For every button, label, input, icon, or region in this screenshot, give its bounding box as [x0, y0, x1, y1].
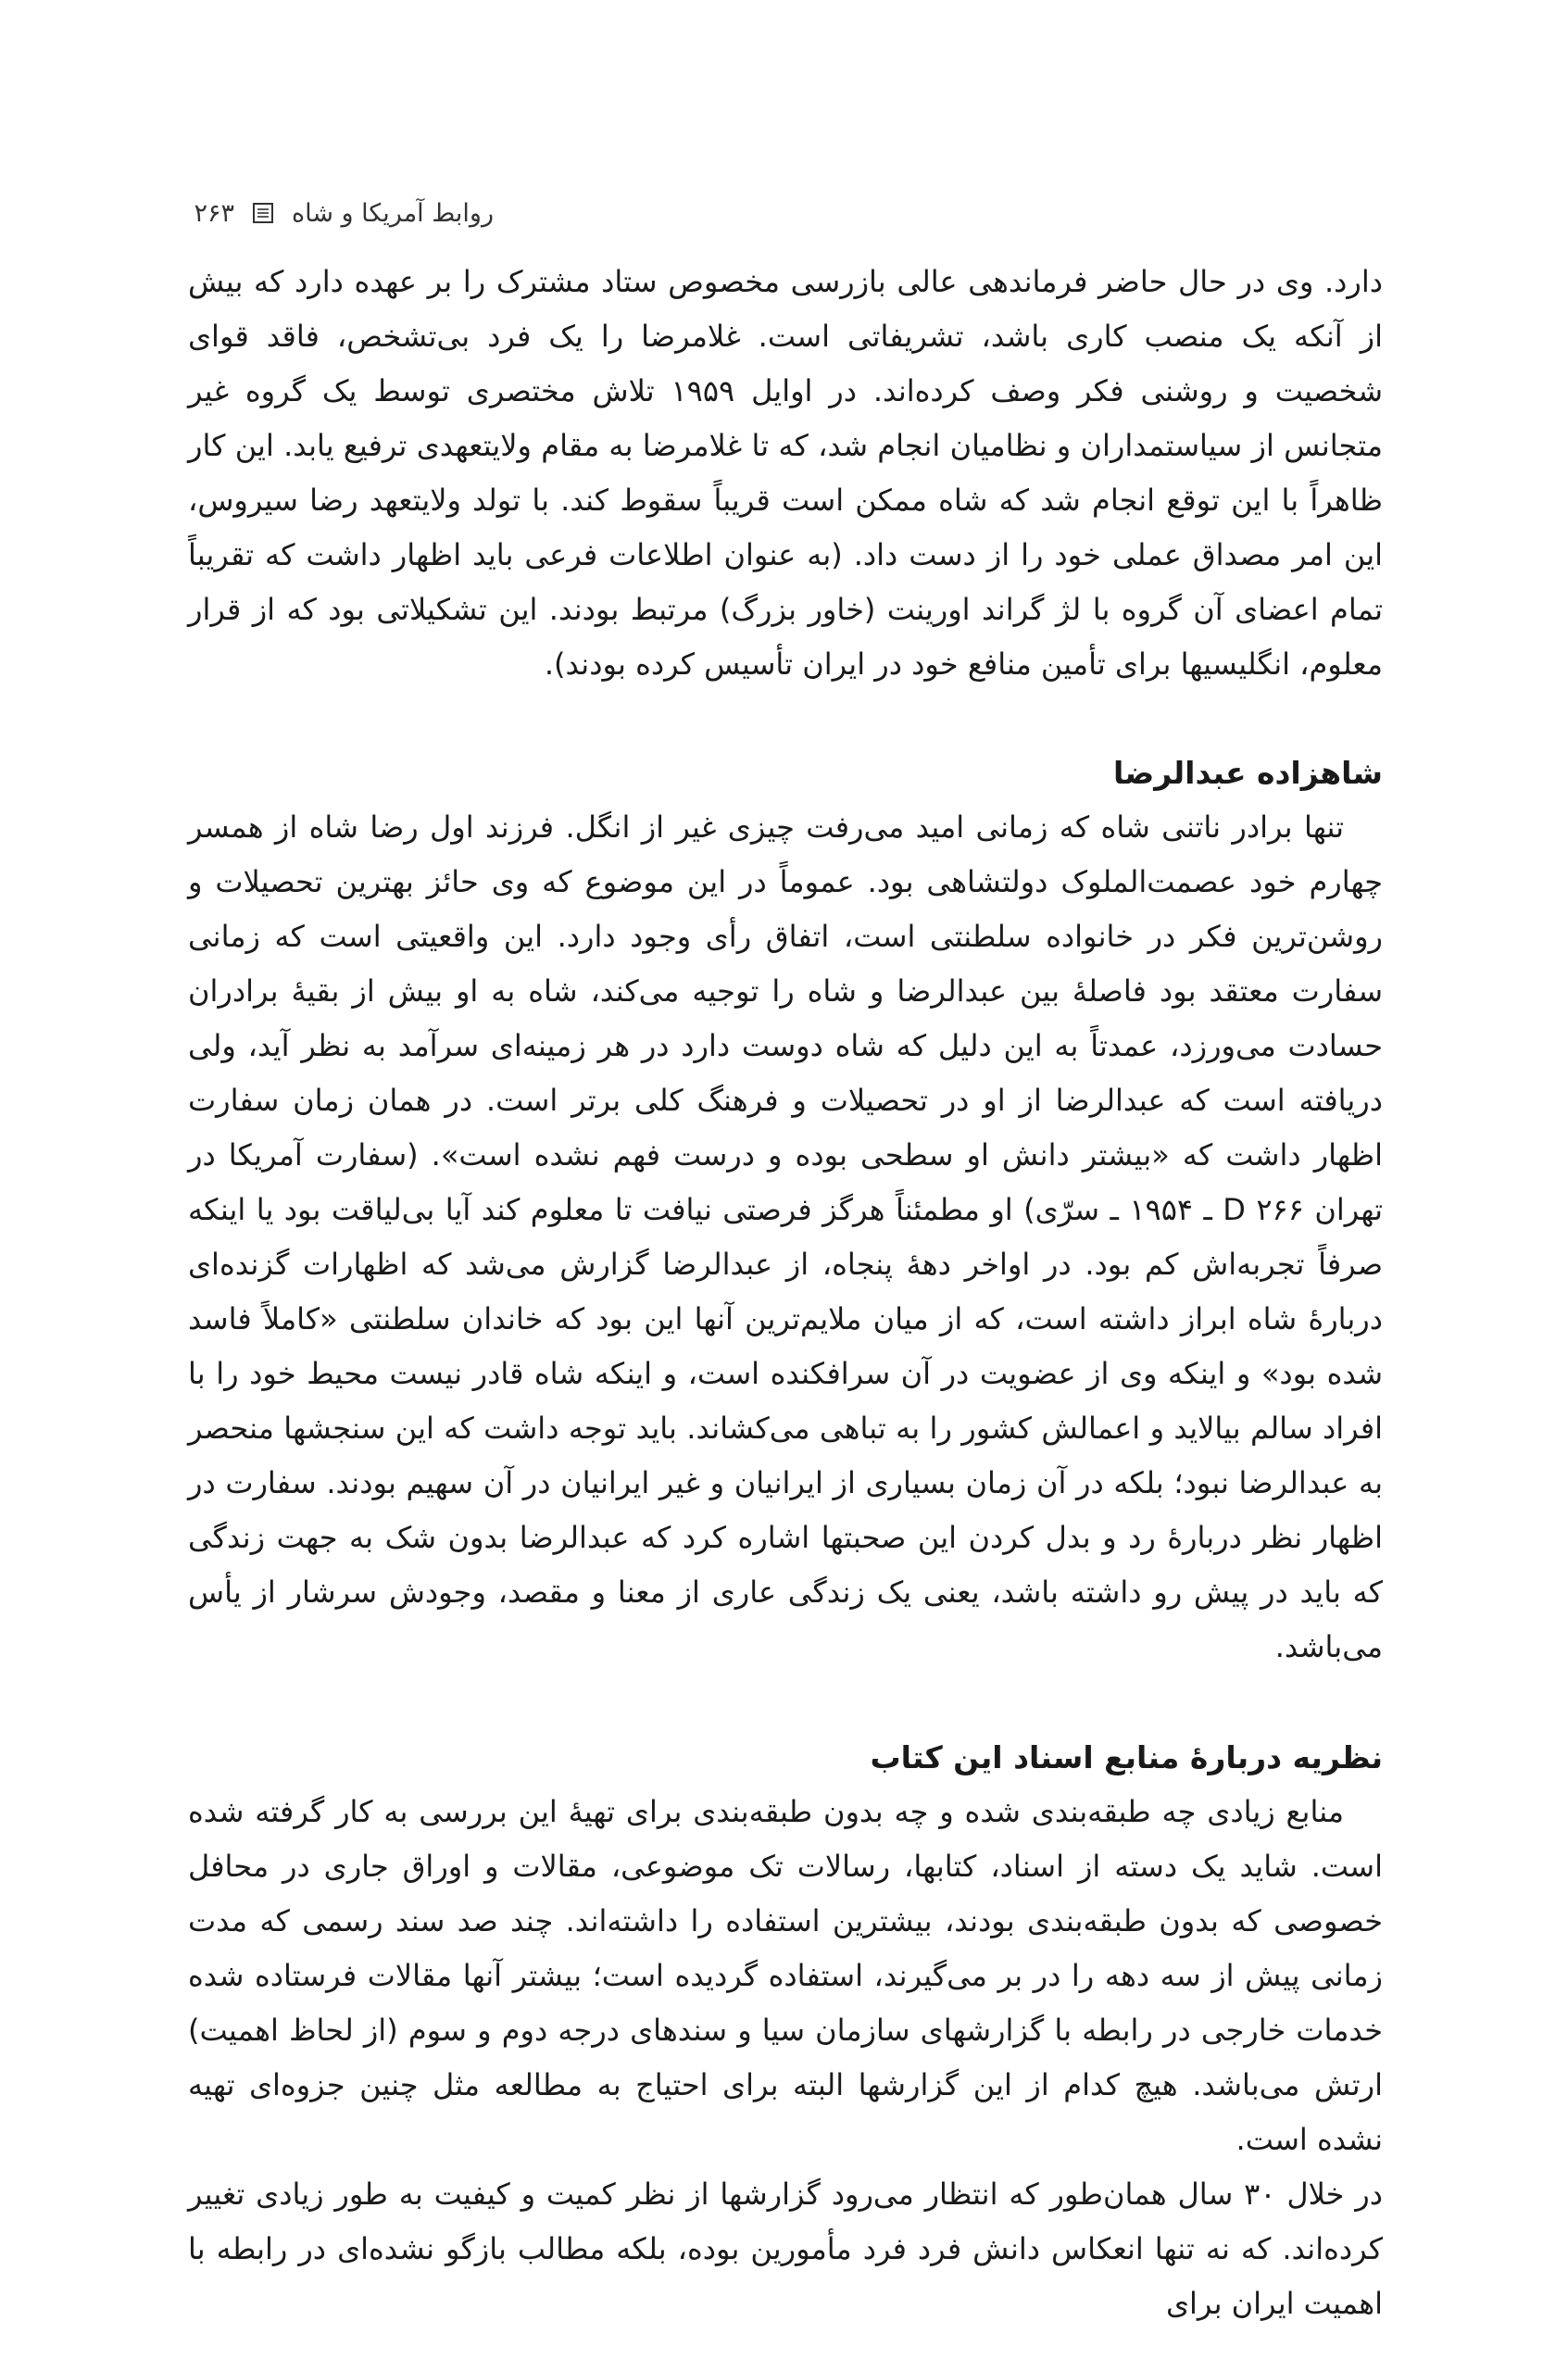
page-content — [188, 255, 1383, 2331]
intro-paragraph: دارد. وی در حال حاضر فرماندهی عالی بازرسی مخصوص ستاد مشترک را بر عهده دارد که بیش از آنکه یک منصب کاری باشد، تشریفاتی است. غلامرضا را یک فرد بی‌تشخص، فاقد قوای شخصیت و روشنی فکر وصف کرده‌اند. در اوایل ۱۹۵۹ تلاش مختصری توسط یک گروه غیر متجانس از سیاستمداران و نظامیان انجام شد، که تا غلامرضا به مقام ولایتعهدی ترفیع یابد. این کار ظاهراً با این توقع انجام شد که شاه ممکن است قریباً سقوط کند. با تولد ولایتعهد رضا سیروس، این امر مصداق عملی خود را از دست داد. (به عنوان اطلاعات فرعی باید اظهار داشت که تقریباً تمام اعضای آن گروه با لژ گراند اورینت (خاور بزرگ) مرتبط بودند. این تشکیلاتی بود که از قرار معلوم، انگلیسیها برای تأمین منافع خود در ایران تأسیس کرده بودند). — [188, 264, 1383, 682]
abdolreza-paragraph: تنها برادر ناتنی شاه که زمانی امید می‌رفت چیزی غیر از انگل. فرزند اول رضا شاه از همسر چهارم خود عصمت‌الملوک دولتشاهی بود. عموماً در این موضوع که وی حائز بهترین تحصیلات و روشن‌ترین فکر در خانواده سلطنتی است، اتفاق رأی وجود دارد. این واقعیتی است که زمانی سفارت معتقد بود فاصلهٔ بین عبدالرضا و شاه را توجیه می‌کند، شاه به او بیش از بقیهٔ برادران حسادت می‌ورزد، عمدتاً به این دلیل که شاه دوست دارد در هر زمینه‌ای سرآمد به نظر آید، ولی دریافته است که عبدالرضا از او در تحصیلات و فرهنگ کلی برتر است. در همان زمان سفارت اظهار داشت که «بیشتر دانش او سطحی بوده و درست فهم نشده است». (سفارت آمریکا در تهران D ۲۶۶ ـ ۱۹۵۴ ـ سرّی) او مطمئناً هرگز فرصتی نیافت تا معلوم کند آیا بی‌لیاقت بود یا اینکه صرفاً تجربه‌اش کم بود. در اواخر دههٔ پنجاه، از عبدالرضا گزارش می‌شد که اظهارات گزنده‌ای دربارهٔ شاه ابراز داشته است، که از میان ملایم‌ترین آنها این بود که خاندان سلطنتی «کاملاً فاسد شده بود» و اینکه وی از عضویت در آن سرافکنده است، و اینکه شاه قادر نیست محیط خود را با افراد سالم بیالاید و اعمالش کشور را به تباهی می‌کشاند. باید توجه داشت که این سنجشها منحصر به عبدالرضا نبود؛ بلکه در آن زمان بسیاری از ایرانیان و غیر ایرانیان در آن سهیم بودند. سفارت در اظهار نظر دربارهٔ رد و بدل کردن این صحبتها اشاره کرد که عبدالرضا بدون شک به جهت زندگی که باید در پیش رو داشته باشد، یعنی یک زندگی عاری از معنا و مقصد، وجودش سرشار از یأس می‌باشد. — [188, 809, 1384, 1664]
page-number: ۲۶۳ — [194, 198, 234, 228]
book-icon — [251, 201, 275, 225]
section-title-sources: نظریه دربارهٔ منابع اسناد این کتاب — [870, 1739, 1383, 1775]
section-title-abdolreza: شاهزاده عبدالرضا — [1112, 755, 1383, 791]
sources-paragraph-1: منابع زیادی چه طبقه‌بندی شده و چه بدون طبقه‌بندی برای تهیهٔ این بررسی به کار گرفته شده است. شاید یک دسته از اسناد، کتابها، رسالات تک موضوعی، مقالات و اوراق جاری در محافل خصوصی که بدون طبقه‌بندی بودند، بیشترین استفاده را داشته‌اند. چند صد سند رسمی که مدت زمانی پیش از سه دهه را در بر می‌گیرند، استفاده گردیده است؛ بیشتر آنها مقالات فرستاده شده خدمات خارجی در رابطه با گزارشهای سازمان سیا و سندهای درجه دوم و سوم (از لحاظ اهمیت) ارتش می‌باشد. هیچ کدام از این گزارشها البته برای احتیاج به مطالعه مثل چنین جزوه‌ای تهیه نشده است. — [188, 1794, 1383, 2157]
running-header — [179, 185, 494, 241]
running-title: روابط آمریکا و شاه — [291, 198, 494, 228]
sources-paragraph-2: در خلال ۳۰ سال همان‌طور که انتظار می‌رود گزارشها از نظر کمیت و کیفیت به طور زیادی تغییر کرده‌اند. که نه تنها انعکاس دانش فرد فرد مأمورین بوده، بلکه مطالب بازگو نشده‌ای در رابطه با اهمیت ایران برای — [188, 2177, 1384, 2321]
